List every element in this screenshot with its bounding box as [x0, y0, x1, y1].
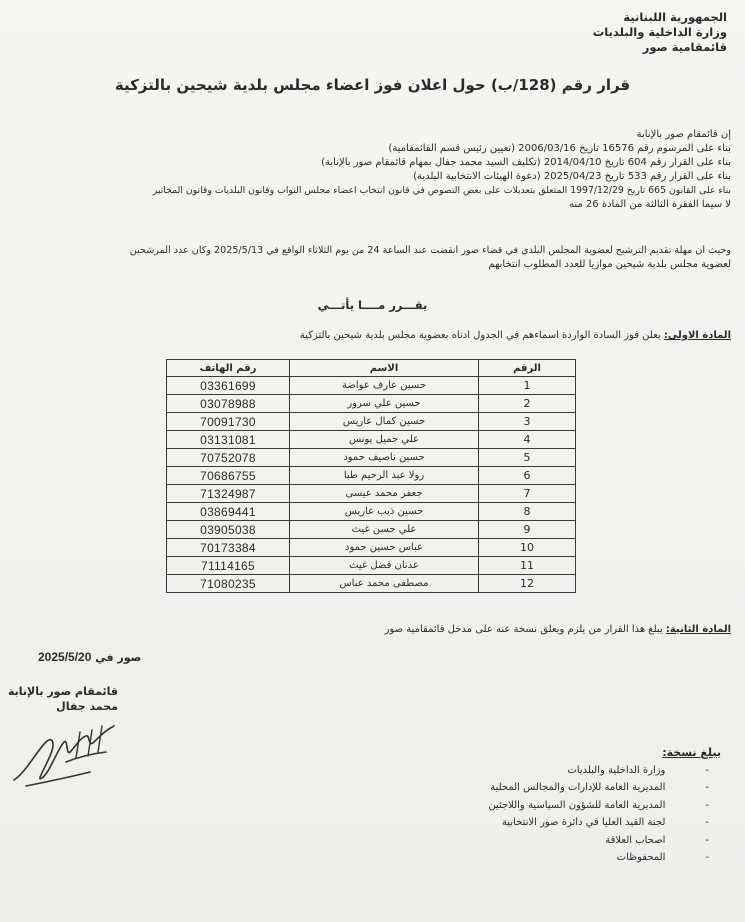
header-name: الاسم — [290, 360, 479, 377]
table-row — [167, 467, 576, 485]
table-row — [167, 395, 576, 413]
table-row — [167, 413, 576, 431]
distribution-item: - اصحاب العلاقة — [488, 832, 709, 850]
distribution-item: - المديرية العامة للشؤون السياسية واللاجئين — [488, 797, 709, 815]
cell-phone: 71114165 — [167, 557, 290, 575]
cell-num: 9 — [479, 521, 576, 539]
cell-num: 5 — [479, 449, 576, 467]
letterhead-ministry: وزارة الداخلية والبلديات — [592, 25, 727, 39]
cell-phone: 71324987 — [167, 485, 290, 503]
article-one-label: المادة الاولى: — [663, 330, 731, 341]
decides-heading: يقـــرر مــــا يأتـــي — [317, 298, 428, 312]
signature-block — [8, 684, 118, 714]
preamble-line: لا سيما الفقرة الثالثة من المادة 26 منه — [569, 199, 731, 210]
cell-num: 11 — [479, 557, 576, 575]
cell-phone: 03131081 — [167, 431, 290, 449]
cell-num: 1 — [479, 377, 576, 395]
preamble-line: بناء على القانون 665 تاريخ 1997/12/29 المتعلق بتعديلات على بعض النصوص في قانون انتخاب اعضاء مجلس النواب وقانون البلديات وقانون المخاتير — [152, 185, 731, 196]
cell-phone: 71080235 — [167, 575, 290, 593]
whereas-line: لعضوية مجلس بلدية شيحين موازيا للعدد المطلوب انتخابهم — [488, 259, 731, 270]
cell-name: جعفر محمد عيسى — [290, 485, 479, 503]
table-row — [167, 377, 576, 395]
cell-num: 6 — [479, 467, 576, 485]
cell-name: حسين كمال عاريس — [290, 413, 479, 431]
date-value: 2025/5/20 — [38, 650, 92, 664]
issue-date — [38, 650, 141, 664]
distribution-list — [488, 744, 721, 867]
cell-phone: 70752078 — [167, 449, 290, 467]
preamble — [11, 128, 731, 212]
article-two — [385, 624, 731, 635]
cell-phone: 03078988 — [167, 395, 290, 413]
table-row — [167, 521, 576, 539]
cell-phone: 03869441 — [167, 503, 290, 521]
article-two-label: المادة الثانية: — [665, 624, 731, 635]
table-row — [167, 485, 576, 503]
cell-num: 7 — [479, 485, 576, 503]
cell-name: رولا عبد الرحيم طبا — [290, 467, 479, 485]
letterhead — [593, 10, 727, 55]
whereas-line: وحيث ان مهلة تقديم الترشيح لعضوية المجلس البلدي في قضاء صور انقضت عند الساعة 24 من يوم الثلاثاء الواقع في 2025/5/13 وكان عدد المرشحين — [129, 245, 731, 256]
article-one-text: يعلن فوز السادة الواردة اسماءهم في الجدول ادناه بعضوية مجلس بلدية شيحين بالتزكية — [299, 330, 661, 341]
decision-title: قرار رقم (128/ب) حول اعلان فوز اعضاء مجلس بلدية شيحين بالتزكية — [114, 76, 631, 94]
article-two-text: يبلغ هذا القرار من يلزم ويعلق نسخة عنه على مدخل قائمقامية صور — [384, 624, 663, 635]
cell-name: حسين علي سرور — [290, 395, 479, 413]
cell-name: حسين ناصيف حمود — [290, 449, 479, 467]
cell-num: 12 — [479, 575, 576, 593]
preamble-line: إن قائمقام صور بالإنابة — [636, 129, 731, 140]
cell-num: 3 — [479, 413, 576, 431]
cell-name: حسين ذيب عاريس — [290, 503, 479, 521]
cell-phone: 70091730 — [167, 413, 290, 431]
date-place: صور في — [95, 651, 142, 664]
cell-num: 4 — [479, 431, 576, 449]
cell-num: 2 — [479, 395, 576, 413]
article-one — [300, 330, 731, 341]
cell-name: عدنان فضل غيث — [290, 557, 479, 575]
signatory-title: قائمقام صور بالإنابة — [8, 685, 118, 698]
preamble-line: بناء على المرسوم رقم 16576 تاريخ 2006/03/16 (تعيين رئيس قسم القائمقامية) — [388, 143, 731, 154]
letterhead-republic: الجمهورية اللبنانية — [623, 10, 727, 24]
cell-name: علي حسن غيث — [290, 521, 479, 539]
distribution-item: - المحفوظات — [488, 849, 709, 867]
table-row — [167, 539, 576, 557]
header-phone: رقم الهاتف — [167, 360, 290, 377]
cell-name: مصطفى محمد عباس — [290, 575, 479, 593]
table-row — [167, 557, 576, 575]
table-row — [167, 449, 576, 467]
whereas-paragraph — [11, 244, 731, 272]
letterhead-office: قائمقامية صور — [642, 40, 727, 54]
cell-phone: 70686755 — [167, 467, 290, 485]
distribution-item: - المديرية العامة للإدارات والمجالس المحلية — [488, 779, 709, 797]
preamble-line: بناء على القرار رقم 604 تاريخ 2014/04/10 (تكليف السيد محمد جفال بمهام قائمقام صور بالإنابة) — [321, 157, 731, 168]
cell-phone: 70173384 — [167, 539, 290, 557]
cell-phone: 03361699 — [167, 377, 290, 395]
table-row — [167, 503, 576, 521]
handwritten-signature — [6, 712, 136, 792]
table-row — [167, 575, 576, 593]
distribution-label: يبلغ نسخة: — [662, 746, 721, 759]
header-num: الرقم — [479, 360, 576, 377]
cell-name: عباس حسين حمود — [290, 539, 479, 557]
signatory-name: محمد جفال — [56, 700, 118, 713]
cell-phone: 03905038 — [167, 521, 290, 539]
cell-name: علي جميل يونس — [290, 431, 479, 449]
cell-num: 8 — [479, 503, 576, 521]
table-header-row — [167, 360, 576, 377]
table-row — [167, 431, 576, 449]
distribution-item: - لجنة القيد العليا في دائرة صور الانتخابية — [488, 814, 709, 832]
preamble-line: بناء على القرار رقم 533 تاريخ 2025/04/23 (دعوة الهيئات الانتخابية البلدية) — [413, 171, 731, 182]
members-table — [166, 359, 576, 593]
distribution-item: - وزارة الداخلية والبلديات — [488, 762, 709, 780]
cell-name: حسين عارف عواضة — [290, 377, 479, 395]
cell-num: 10 — [479, 539, 576, 557]
